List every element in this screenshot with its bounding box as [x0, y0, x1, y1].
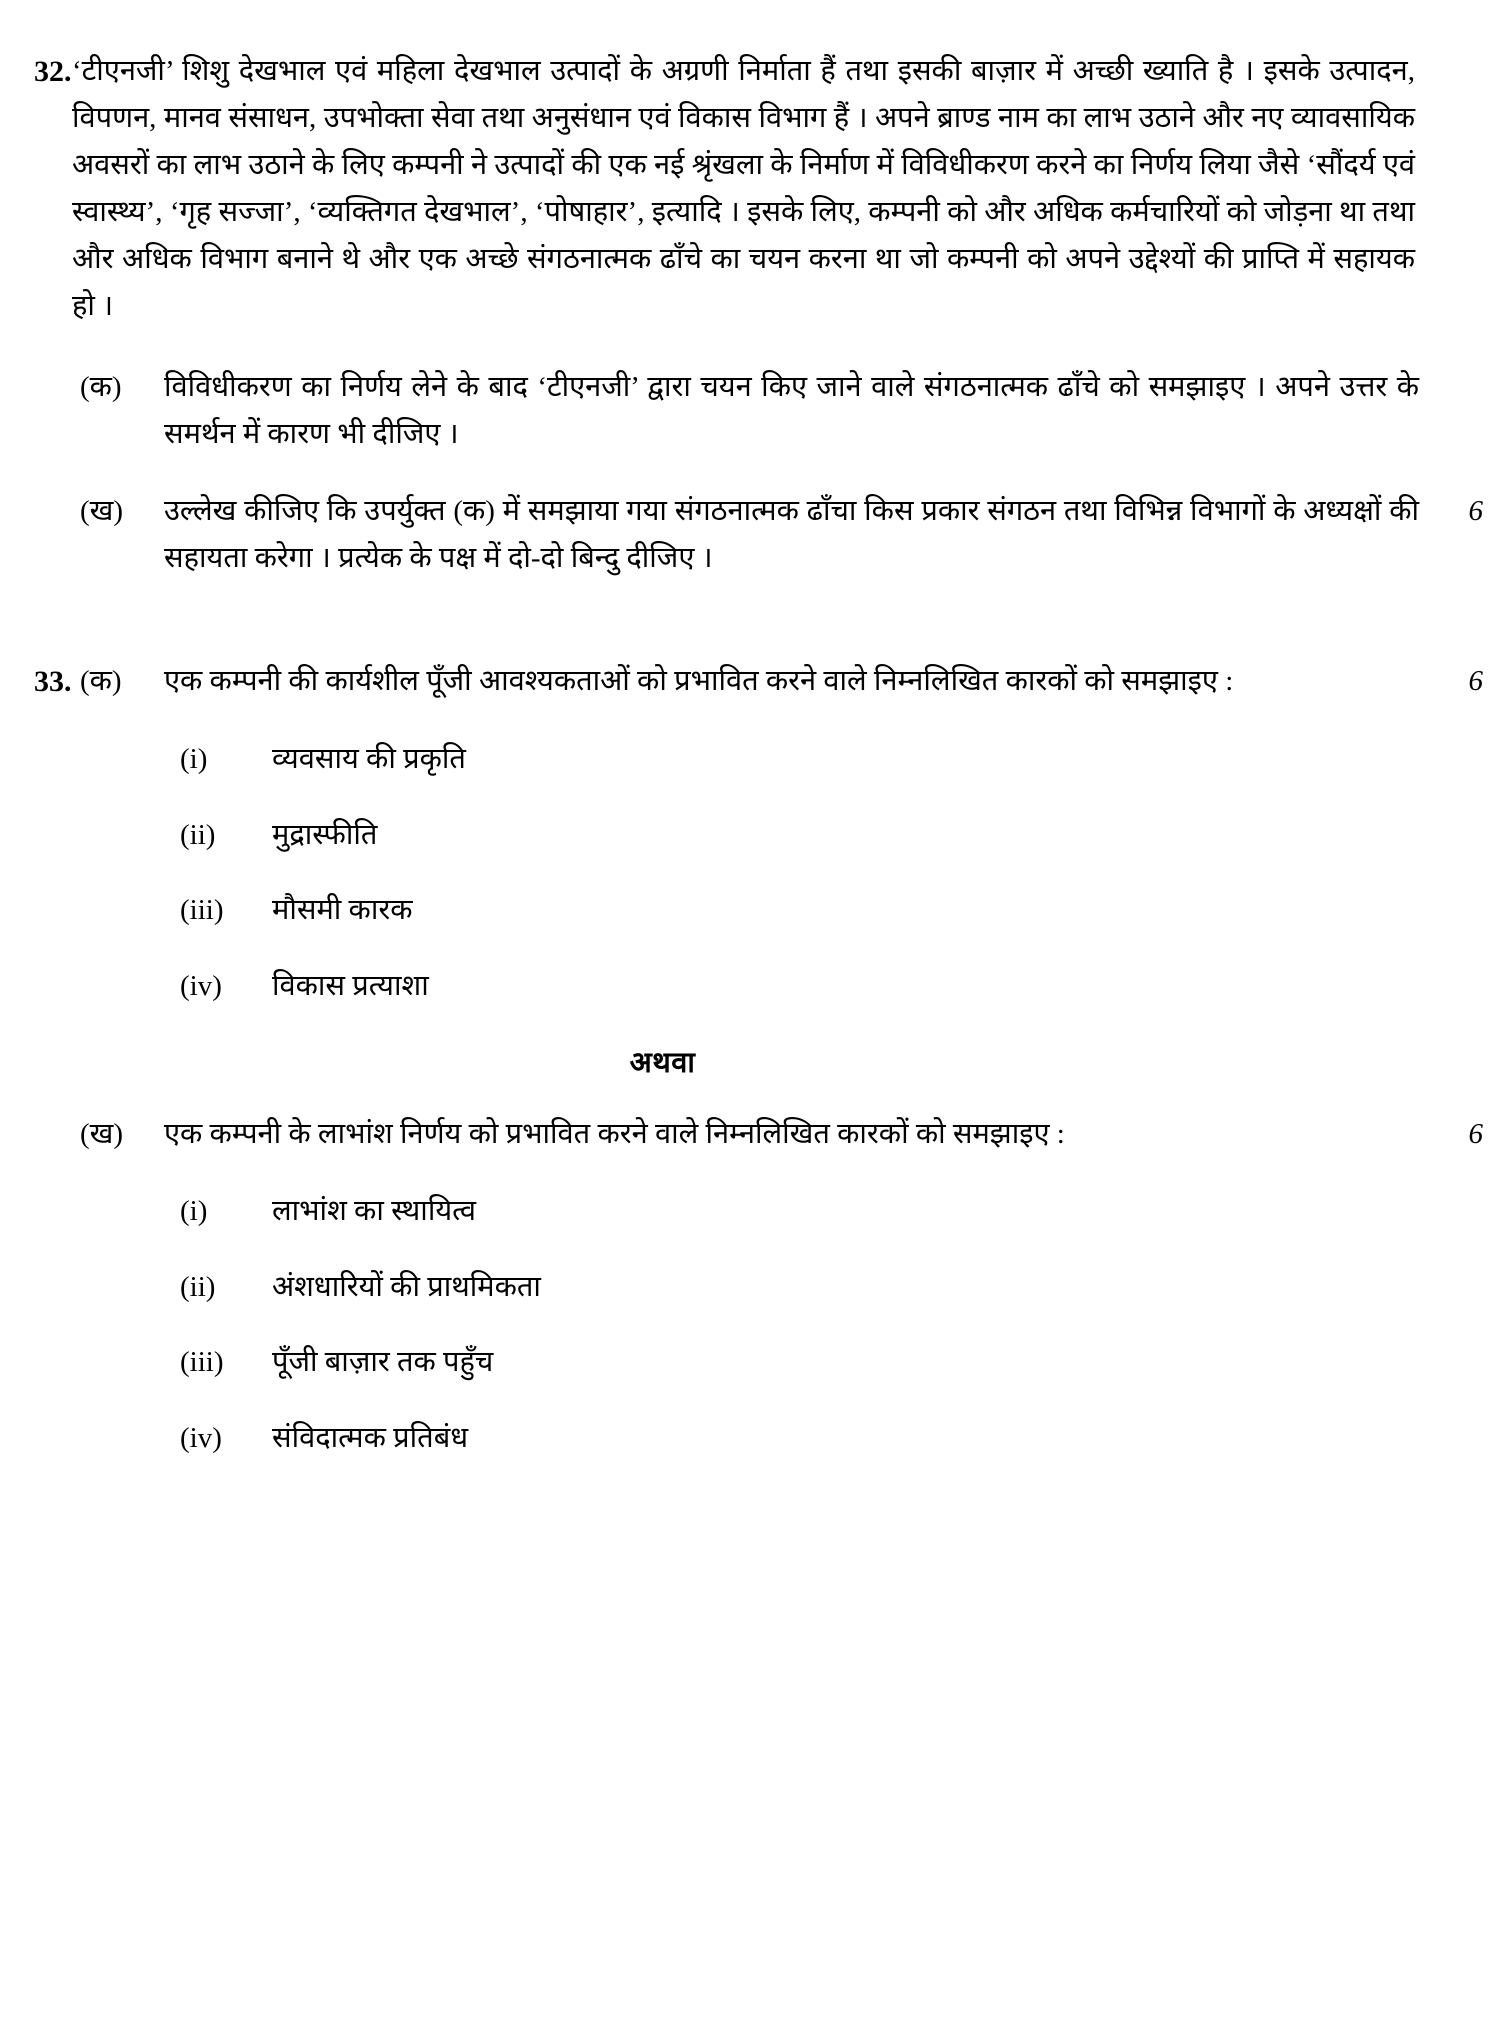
list-item-text: व्यवसाय की प्रकृति — [272, 743, 466, 776]
list-item-text: पूँजी बाज़ार तक पहुँच — [272, 1346, 494, 1379]
list-item — [164, 814, 1505, 858]
question-33-number: 33. — [34, 664, 72, 698]
list-item-text: लाभांश का स्थायित्व — [272, 1195, 476, 1228]
question-33-part-b-text: एक कम्पनी के लाभांश निर्णय को प्रभावित करने वाले निम्नलिखित कारकों को समझाइए : — [164, 1118, 1065, 1151]
list-item — [164, 1341, 1505, 1385]
list-item — [164, 1417, 1505, 1461]
list-item-marker: (i) — [180, 1195, 208, 1228]
list-item-text: विकास प्रत्याशा — [272, 969, 429, 1002]
question-33-part-a-marks: 6 — [1468, 664, 1483, 697]
question-33-part-b-label: (ख) — [80, 1118, 124, 1151]
question-32 — [0, 48, 1505, 330]
question-33-part-a-label: (क) — [80, 664, 122, 697]
list-item-marker: (iv) — [180, 1421, 222, 1454]
question-33-part-b — [0, 1111, 1505, 1158]
question-32-part-b-label: (ख) — [80, 494, 124, 527]
question-32-part-a-text: विविधीकरण का निर्णय लेने के बाद ‘टीएनजी’ द्वारा चयन किए जाने वाले संगठनात्मक ढाँचे को समझाइए । अपने उत्तर के समर्थन में कारण भी दीजिए । — [164, 370, 1419, 450]
list-item — [164, 889, 1505, 933]
list-item — [164, 965, 1505, 1009]
question-33-part-a-items — [164, 738, 1505, 1008]
alternative-separator: अथवा — [629, 1047, 696, 1080]
question-32-part-a — [0, 364, 1505, 458]
question-33-part-a-text: एक कम्पनी की कार्यशील पूँजी आवश्यकताओं को प्रभावित करने वाले निम्नलिखित कारकों को समझाइए : — [164, 664, 1234, 697]
list-item-marker: (iv) — [180, 969, 222, 1002]
list-item — [164, 738, 1505, 782]
question-32-part-b-marks: 6 — [1468, 494, 1483, 527]
list-item-marker: (iii) — [180, 894, 224, 927]
list-item-text: मुद्रास्फीति — [272, 818, 378, 851]
question-32-number: 32. — [34, 55, 72, 88]
question-32-part-a-label: (क) — [80, 370, 122, 403]
question-33-part-a — [0, 658, 1505, 707]
list-item-marker: (i) — [180, 743, 208, 776]
question-32-part-b-text: उल्लेख कीजिए कि उपर्युक्त (क) में समझाया गया संगठनात्मक ढाँचा किस प्रकार संगठन तथा विभिन्न विभागों के अध्यक्षों की सहायता करेगा । प्रत्येक के पक्ष में दो-दो बिन्दु दीजिए । — [164, 494, 1419, 574]
list-item-marker: (iii) — [180, 1346, 224, 1379]
list-item-marker: (ii) — [180, 1270, 216, 1303]
list-item-marker: (ii) — [180, 818, 216, 851]
list-item — [164, 1266, 1505, 1310]
question-32-part-b — [0, 488, 1505, 582]
list-item — [164, 1190, 1505, 1234]
list-item-text: अंशधारियों की प्राथमिकता — [272, 1270, 541, 1303]
list-item-text: संविदात्मक प्रतिबंध — [272, 1421, 469, 1454]
list-item-text: मौसमी कारक — [272, 894, 413, 927]
question-33-part-b-marks: 6 — [1468, 1118, 1483, 1151]
question-33-part-b-items — [164, 1190, 1505, 1460]
question-32-case-paragraph: ‘टीएनजी’ शिशु देखभाल एवं महिला देखभाल उत्पादों के अग्रणी निर्माता हैं तथा इसकी बाज़ार में अच्छी ख्याति है । इसके उत्पादन, विपणन, मानव संसाधन, उपभोक्ता सेवा तथा अनुसंधान एवं विकास विभाग हैं । अपने ब्राण्ड नाम का लाभ उठाने और नए व्यावसायिक अवसरों का लाभ उठाने के लिए कम्पनी ने उत्पादों की एक नई श्रृंखला के निर्माण में विविधीकरण करने का निर्णय लिया जैसे ‘सौंदर्य एवं स्वास्थ्य’, ‘गृह सज्जा’, ‘व्यक्तिगत देखभाल’, ‘पोषाहार’, इत्यादि । इसके लिए, कम्पनी को और अधिक कर्मचारियों को जोड़ना था तथा और अधिक विभाग बनाने थे और एक अच्छे संगठनात्मक ढाँचे का चयन करना था जो कम्पनी को अपने उद्देश्यों की प्राप्ति में सहायक हो । — [72, 55, 1415, 322]
